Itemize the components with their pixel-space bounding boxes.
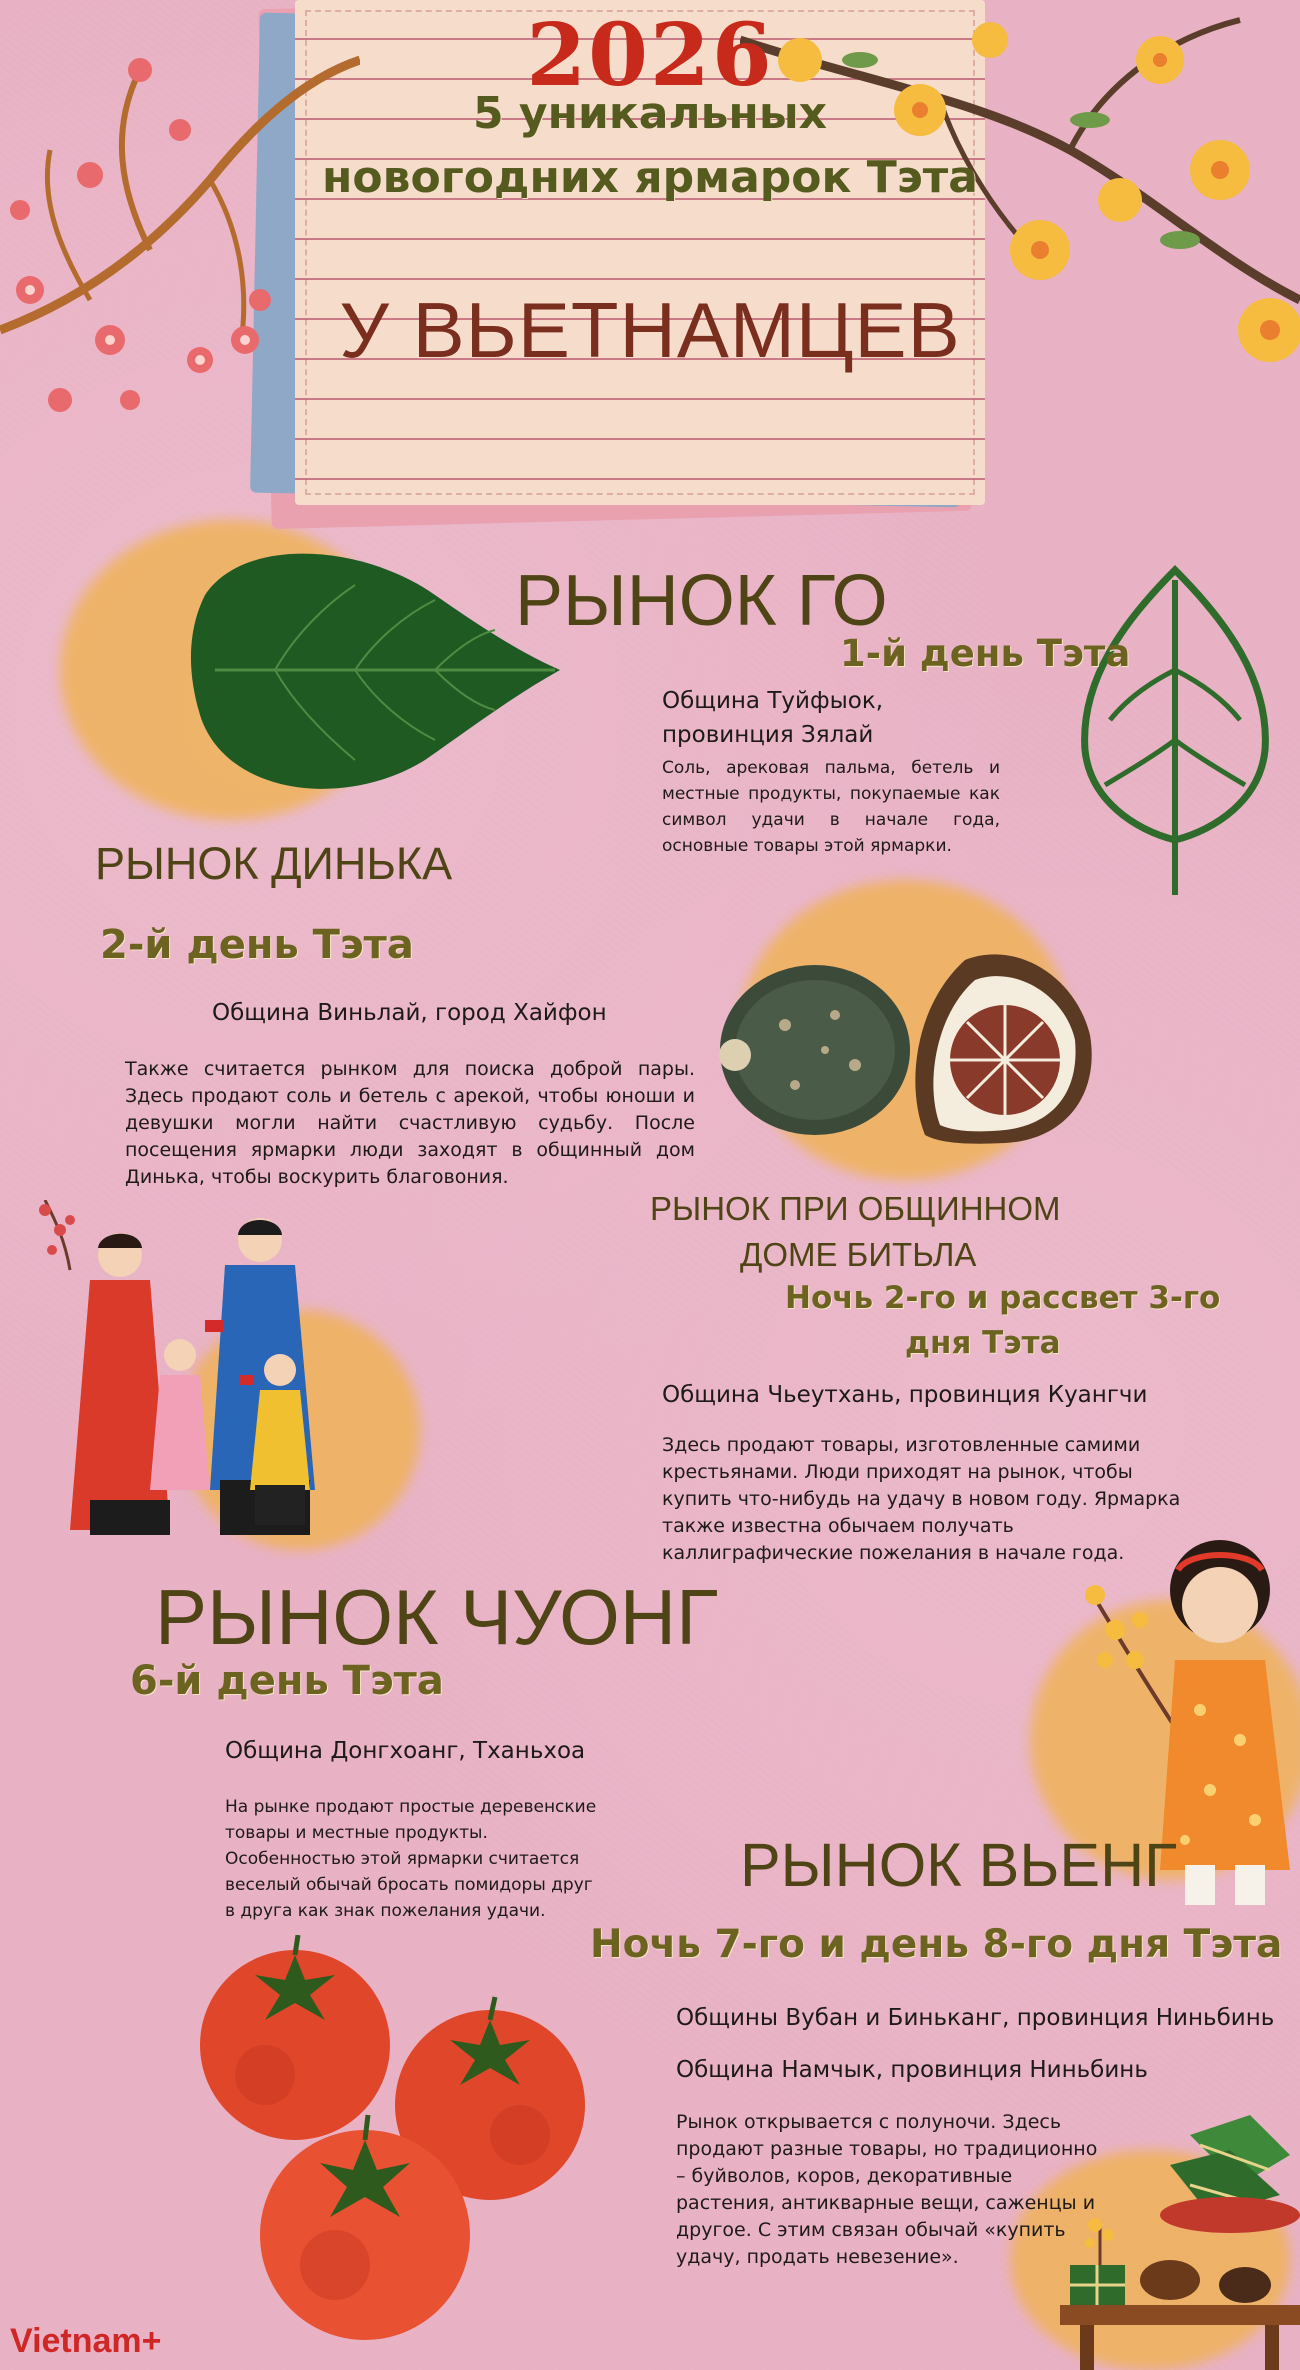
market-go-description: Соль, арековая пальма, бетель и местные продукты, покупаемые как символ удачи в начале года, основные товары этой ярмарки.: [662, 758, 1000, 856]
market-dinka-day: 2-й день Тэта: [100, 922, 414, 968]
market-go-day: 1-й день Тэта: [840, 632, 1131, 675]
market-chuong-title: РЫНОК ЧУОНГ: [155, 1573, 719, 1661]
market-bitla-location: Община Чьеутхань, провинция Куангчи: [662, 1382, 1148, 1408]
market-vieng-location-line1: Общины Вубан и Биньканг, провинция Ниньбинь: [676, 2005, 1275, 2031]
market-vieng-day: Ночь 7-го и день 8-го дня Тэта: [590, 1922, 1283, 1967]
vietnamplus-logo[interactable]: Vietnam+: [10, 2322, 162, 2360]
market-dinka-title: РЫНОК ДИНЬКА: [95, 838, 453, 889]
market-go-title: РЫНОК ГО: [515, 561, 888, 641]
tet-food-table-illustration: [1040, 2115, 1300, 2370]
header-year: 2026: [526, 5, 774, 106]
market-bitla-day-line1: Ночь 2-го и рассвет 3-го: [785, 1280, 1221, 1316]
market-go-location-line1: Община Туйфыок,: [662, 688, 884, 714]
betel-leaf-icon: [185, 535, 565, 805]
family-illustration: [30, 1200, 370, 1545]
market-bitla-title-line1: РЫНОК ПРИ ОБЩИННОМ: [650, 1190, 1061, 1227]
market-vieng-location-line2: Община Намчык, провинция Ниньбинь: [676, 2057, 1148, 2083]
market-bitla-description: Здесь продают товары, изготовленные самими крестьянами. Люди приходят на рынок, чтобы купить что-нибудь на удачу в новом году. Ярмарка также известна обычаем получать каллиграфические пожелания в начале года.: [662, 1434, 1181, 1564]
betel-leaf-outline-icon: [1075, 560, 1275, 900]
market-bitla-day-line2: дня Тэта: [905, 1325, 1061, 1361]
market-chuong-location: Община Донгхоанг, Тханьхоа: [225, 1738, 586, 1764]
market-go-location-line2: провинция Зялай: [662, 722, 874, 748]
market-chuong-day: 6-й день Тэта: [130, 1658, 444, 1704]
market-vieng-title: РЫНОК ВЬЕНГ: [740, 1831, 1178, 1899]
market-vieng-description: Рынок открывается с полуночи. Здесь продают разные товары, но традиционно – буйволов, коров, декоративные растения, антикварные вещи, саженцы и другое. С этим связан обычай «купить удачу, продать невезение».: [676, 2111, 1098, 2268]
market-dinka-location: Община Виньлай, город Хайфон: [212, 1000, 607, 1026]
page-title: У ВЬЕТНАМЦЕВ: [339, 286, 961, 374]
header-subtitle-line1: 5 уникальных: [472, 88, 828, 139]
market-chuong-description: На рынке продают простые деревенские товары и местные продукты. Особенностью этой ярмарки считается веселый обычай бросать помидоры друг в друга как знак пожелания удачи.: [225, 1797, 597, 1921]
areca-nut-icon: [715, 945, 1105, 1145]
market-bitla-title-line2: ДОМЕ БИТЬЛА: [740, 1236, 977, 1273]
market-dinka-description: Также считается рынком для поиска доброй пары. Здесь продают соль и бетель с арекой, чтобы юноши и девушки могли найти счастливую судьбу. После посещения ярмарки люди заходят в общинный дом Динька, чтобы воскурить благовония.: [125, 1058, 695, 1188]
header-subtitle-line2: новогодних ярмарок Тэта: [322, 152, 978, 203]
tomatoes-illustration: [190, 1935, 610, 2355]
